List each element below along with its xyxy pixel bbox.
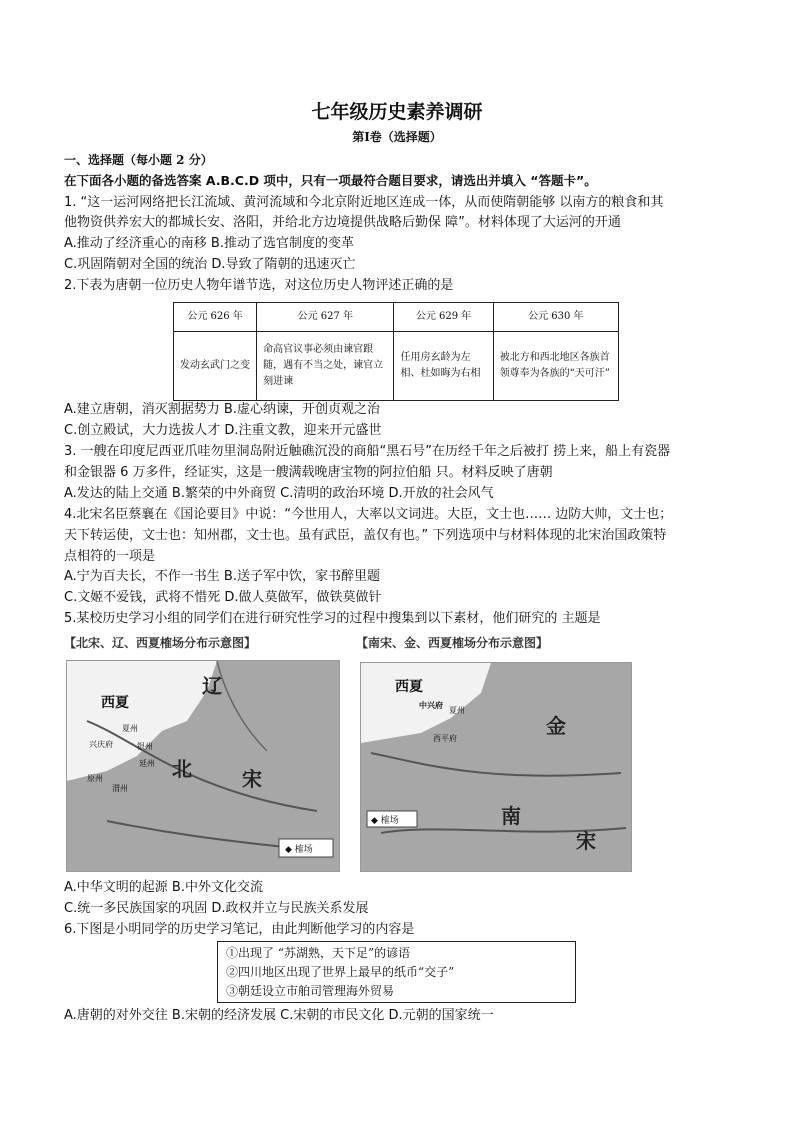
note-item: ①出现了 “苏湖熟，天下足”的谚语: [226, 946, 411, 960]
map-right-label-song: 宋: [576, 829, 596, 853]
map-right-label-xixia: 西夏: [395, 679, 423, 695]
section-instruction: 在下面各小题的备选答案 A.B.C.D 项中，只有一项最符合题目要求，请选出并填入 “答题卡”。: [64, 173, 597, 188]
table-year-cell: 公元 630 年: [493, 303, 618, 332]
map-left-title: 【北宋、辽、西夏榷场分布示意图】: [64, 636, 257, 650]
map-right-label-nan: 南: [501, 804, 521, 828]
table-event-cell: 命高官议事必须由谏官跟随，遇有不当之处，谏官立刻进谏: [257, 332, 394, 401]
q1-line2: 他物资供养宏大的都城长安、洛阳，并给北方边境提供战略后勤保 障”。材料体现了大运河的开通: [64, 215, 621, 230]
map-left-label-city: 夏州: [122, 724, 138, 733]
q4-line2: 天下转运使，文士也：知州郡，文士也。虽有武臣，盖仅有也。” 下列选项中与材料体现的北宋治国政策特: [64, 528, 667, 543]
map-left-graphic: [67, 661, 339, 871]
q6-stem: 6.下图是小明同学的历史学习笔记，由此判断他学习的内容是: [64, 922, 415, 937]
map-left-label-city: 银州: [137, 742, 153, 751]
q5-options-cd: C.统一多民族国家的巩固 D.政权并立与民族关系发展: [64, 901, 369, 916]
note-item: ②四川地区出现了世界上最早的纸币“交子”: [226, 965, 455, 979]
q4-line1: 4.北宋名臣蔡襄在《国论要目》中说：“今世用人，大率以文词进。大臣，文士也…… 边防大帅，文士也；: [64, 507, 673, 522]
map-left: [66, 660, 340, 872]
map-left-label-city: 兴庆府: [89, 740, 113, 749]
q1-options-cd: C.巩固隋朝对全国的统治 D.导致了隋朝的迅速灭亡: [64, 257, 356, 272]
map-right-label-city: 西平府: [433, 734, 457, 743]
map-left-label-city: 渭州: [112, 784, 128, 793]
map-left-label-bei: 北: [172, 757, 192, 781]
q4-line3: 点相符的一项是: [64, 549, 156, 564]
section-heading: 一、选择题（每小题 2 分）: [64, 153, 213, 167]
q6-options: A.唐朝的对外交往 B.宋朝的经济发展 C.宋朝的市民文化 D.元朝的国家统一: [64, 1008, 494, 1023]
table-year-cell: 公元 627 年: [257, 303, 394, 332]
q5-options-ab: A.中华文明的起源 B.中外文化交流: [64, 880, 263, 895]
map-left-label-city: 延州: [139, 759, 155, 768]
chronology-table: [173, 302, 619, 401]
q1-line1: 1. “这一运河网络把长江流域、黄河流域和今北京附近地区连成一体，从而使隋朝能够 以南方的粮食和其: [64, 195, 664, 210]
table-event-cell: 任用房玄龄为左相、杜如晦为右相: [394, 332, 493, 401]
note-item: ③朝廷设立市舶司管理海外贸易: [226, 984, 395, 998]
map-right-label-jin: 金: [546, 714, 566, 738]
map-right: [360, 662, 632, 872]
q3-options: A.发达的陆上交通 B.繁荣的中外商贸 C.清明的政治环境 D.开放的社会风气: [64, 486, 494, 501]
q3-line1: 3. 一艘在印度尼西亚爪哇勿里洞岛附近触礁沉没的商船“黑石号”在历经千年之后被打 捞上来，船上有瓷器: [64, 444, 671, 459]
map-right-label-city: 中兴府: [419, 701, 443, 710]
page-title: 七年级历史素养调研: [311, 101, 483, 123]
table-event-cell: 被北方和西北地区各族首领尊奉为各族的“天可汗”: [493, 332, 618, 401]
study-notes-box: [217, 941, 576, 1003]
table-event-cell: 发动玄武门之变: [174, 332, 257, 401]
map-right-legend: ◆ 榷场: [371, 816, 399, 826]
q2-options-ab: A.建立唐朝，消灭割据势力 B.虚心纳谏，开创贞观之治: [64, 402, 380, 417]
q4-options-cd: C.文姬不爱钱，武将不惜死 D.做人莫做军，做铁莫做针: [64, 590, 382, 605]
map-left-label-city: 原州: [87, 774, 103, 783]
map-right-title: 【南宋、金、西夏榷场分布示意图】: [356, 636, 549, 650]
q2-stem: 2.下表为唐朝一位历史人物年谱节选，对这位历史人物评述正确的是: [64, 278, 454, 293]
q3-line2: 和金银器 6 万多件，经证实，这是一艘满载晚唐宝物的阿拉伯船 只。材料反映了唐朝: [64, 465, 553, 480]
map-left-label-xixia: 西夏: [101, 695, 129, 711]
q1-options-ab: A.推动了经济重心的南移 B.推动了选官制度的变革: [64, 236, 354, 251]
table-year-cell: 公元 626 年: [174, 303, 257, 332]
map-left-label-liao: 辽: [202, 674, 222, 698]
map-right-graphic: [361, 663, 631, 871]
table-year-cell: 公元 629 年: [394, 303, 493, 332]
map-right-label-city: 夏州: [449, 706, 465, 715]
map-left-label-song: 宋: [242, 767, 262, 791]
map-left-legend: ◆ 榷场: [285, 845, 313, 855]
q2-options-cd: C.创立殿试，大力选拔人才 D.注重文教，迎来开元盛世: [64, 423, 382, 438]
q5-stem: 5.某校历史学习小组的同学们在进行研究性学习的过程中搜集到以下素材，他们研究的 主题是: [64, 611, 601, 626]
q4-options-ab: A.宁为百夫长，不作一书生 B.送子军中饮，家书醉里题: [64, 569, 380, 584]
page-subtitle: 第Ⅰ卷（选择题）: [352, 130, 442, 144]
